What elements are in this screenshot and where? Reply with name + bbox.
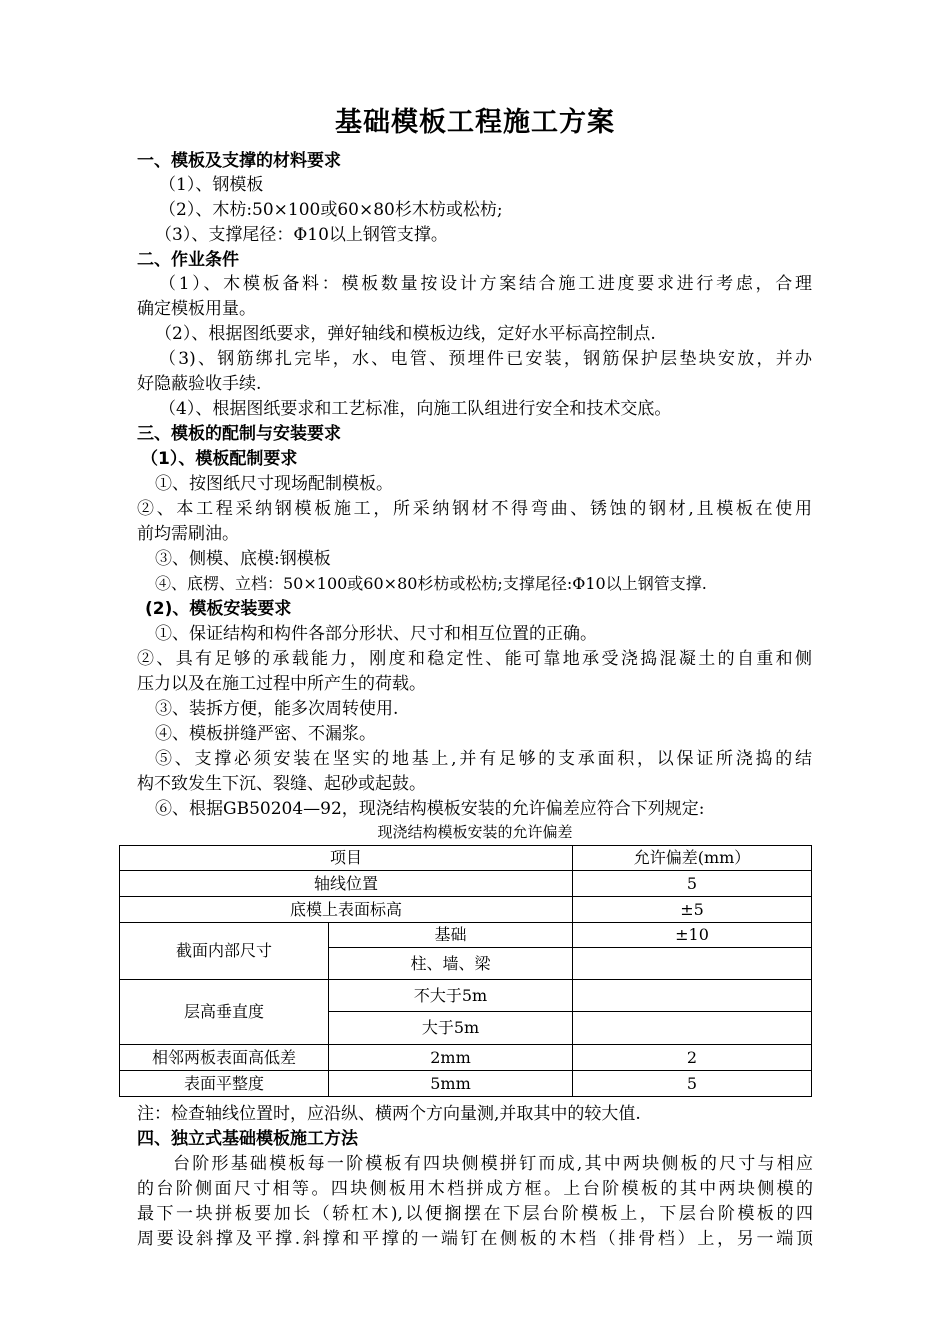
s3-a2-line-2: 前均需刷油。 xyxy=(137,524,239,544)
table-row xyxy=(120,1071,812,1097)
s1-item-2: （2）、木枋:50×100或60×80杉木枋或松枋; xyxy=(159,200,503,220)
table-note: 注：检查轴线位置时，应沿纵、横两个方向量测,并取其中的较大值. xyxy=(137,1104,641,1124)
row-tolerance: ±10 xyxy=(573,923,812,948)
s3-a3: ③、侧模、底模:钢模板 xyxy=(155,549,331,569)
header-tolerance: 允许偏差(mm） xyxy=(573,846,812,871)
s3-b2-line-2: 压力以及在施工过程中所产生的荷载。 xyxy=(137,674,426,694)
s2-para-3-line-2: 好隐蔽验收手续. xyxy=(137,374,262,394)
table-caption: 现浇结构模板安装的允许偏差 xyxy=(377,823,573,841)
row-tolerance xyxy=(573,980,812,1012)
s4-line-4: 周要设斜撑及平撑.斜撑和平撑的一端钉在侧板的木档（排骨档）上，另一端顶 xyxy=(137,1229,813,1249)
s4-line-1: 台阶形基础模板每一阶模板有四块侧模拼钉而成,其中两块侧板的尺寸与相应 xyxy=(173,1154,813,1174)
s2-para-1-line-1: （1）、木模板备料：模板数量按设计方案结合施工进度要求进行考虑，合理 xyxy=(159,274,812,294)
s3-b5-line-2: 构不致发生下沉、裂缝、起砂或起鼓。 xyxy=(137,774,426,794)
s3-sub-heading-2: (2)、模板安装要求 xyxy=(145,599,292,619)
s3-b3: ③、装拆方便，能多次周转使用. xyxy=(155,699,399,719)
row-tolerance xyxy=(573,1012,812,1045)
section-4-heading: 四、独立式基础模板施工方法 xyxy=(137,1129,358,1149)
table-row xyxy=(120,980,812,1012)
row-item: 层高垂直度 xyxy=(120,980,329,1045)
s4-line-3: 最下一块拼板要加长（轿杠木),以便搁摆在下层台阶模板上，下层台阶模板的四 xyxy=(137,1204,813,1224)
s4-line-2: 的台阶侧面尺寸相等。四块侧板用木档拼成方框。上台阶模板的其中两块侧模的 xyxy=(137,1179,813,1199)
row-tolerance: 5 xyxy=(573,871,812,897)
row-item: 截面内部尺寸 xyxy=(120,923,329,980)
row-item: 底模上表面标高 xyxy=(120,897,573,923)
row-tolerance: 2 xyxy=(573,1045,812,1071)
s3-a4: ④、底楞、立档：50×100或60×80杉枋或松枋;支撑尾径:Φ10以上钢管支撑. xyxy=(155,574,707,593)
s3-sub-heading-1: （1）、模板配制要求 xyxy=(141,449,298,469)
table-row xyxy=(120,871,812,897)
s3-b4: ④、模板拼缝严密、不漏浆。 xyxy=(155,724,376,744)
row-tolerance xyxy=(573,948,812,980)
table-row xyxy=(120,923,812,948)
s2-para-1-line-2: 确定模板用量。 xyxy=(137,299,256,319)
s3-b5-line-1: ⑤、支撑必须安装在坚实的地基上,并有足够的支承面积，以保证所浇捣的结 xyxy=(155,749,812,769)
table-row xyxy=(120,897,812,923)
row-subitem: 大于5m xyxy=(329,1012,573,1045)
table-header-row xyxy=(120,846,812,871)
row-item: 轴线位置 xyxy=(120,871,573,897)
tolerance-table xyxy=(119,845,812,1097)
s1-item-1: （1）、钢模板 xyxy=(159,175,264,195)
s2-para-2: （2）、根据图纸要求，弹好轴线和模板边线，定好水平标高控制点. xyxy=(155,324,656,344)
row-tolerance: 5 xyxy=(573,1071,812,1097)
s1-item-3: （3）、支撑尾径：Φ10以上钢管支撑。 xyxy=(155,225,448,245)
row-item: 相邻两板表面高低差 xyxy=(120,1045,329,1071)
s3-a2-line-1: ②、本工程采纳钢模板施工，所采纳钢材不得弯曲、锈蚀的钢材,且模板在使用 xyxy=(137,499,812,519)
section-3-heading: 三、模板的配制与安装要求 xyxy=(137,424,341,444)
document-title: 基础模板工程施工方案 xyxy=(335,107,615,138)
section-1-heading: 一、模板及支撑的材料要求 xyxy=(137,151,341,171)
s2-para-3-line-1: （3)、钢筋绑扎完毕，水、电管、预埋件已安装，钢筋保护层垫块安放，并办 xyxy=(159,349,812,369)
s3-a1: ①、按图纸尺寸现场配制模板。 xyxy=(155,474,393,494)
header-item: 项目 xyxy=(120,846,573,871)
row-subitem: 5mm xyxy=(329,1071,573,1097)
s3-b2-line-1: ②、具有足够的承载能力，刚度和稳定性、能可靠地承受浇捣混凝土的自重和侧 xyxy=(137,649,812,669)
row-subitem: 柱、墙、梁 xyxy=(329,948,573,980)
section-2-heading: 二、作业条件 xyxy=(137,250,239,270)
row-subitem: 不大于5m xyxy=(329,980,573,1012)
row-item: 表面平整度 xyxy=(120,1071,329,1097)
table-row xyxy=(120,1045,812,1071)
row-subitem: 基础 xyxy=(329,923,573,948)
s2-para-4: （4）、根据图纸要求和工艺标准，向施工队组进行安全和技术交底。 xyxy=(159,399,672,419)
row-subitem: 2mm xyxy=(329,1045,573,1071)
s3-b6: ⑥、根据GB50204—92，现浇结构模板安装的允许偏差应符合下列规定: xyxy=(155,799,705,819)
row-tolerance: ±5 xyxy=(573,897,812,923)
s3-b1: ①、保证结构和构件各部分形状、尺寸和相互位置的正确。 xyxy=(155,624,597,644)
